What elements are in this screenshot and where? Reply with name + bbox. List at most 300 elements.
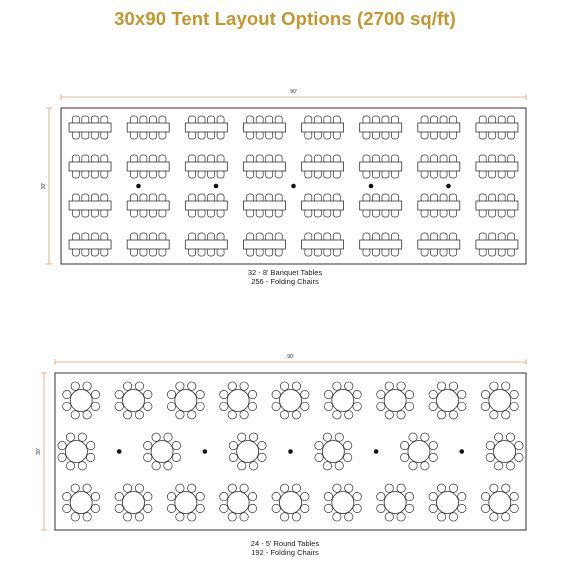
banquet-table: [476, 123, 518, 132]
folding-chair: [196, 492, 204, 500]
round-table-set: [486, 433, 523, 470]
folding-chair: [449, 382, 457, 390]
round-table: [175, 492, 197, 514]
folding-chair: [494, 462, 502, 470]
banquet-chair-count: 256 - Folding Chairs: [251, 277, 319, 286]
banquet-table-set: [69, 194, 111, 217]
round-table: [123, 492, 145, 514]
folding-chair: [272, 504, 280, 512]
round-table-set: [115, 484, 152, 521]
folding-chair: [167, 402, 175, 410]
round-table-set: [272, 382, 309, 419]
folding-chair: [490, 382, 498, 390]
round-table-set: [377, 484, 414, 521]
folding-chair: [353, 390, 361, 398]
folding-chair: [324, 492, 332, 500]
banquet-table: [127, 201, 169, 210]
folding-chair: [66, 433, 74, 441]
round-table: [322, 441, 344, 463]
folding-chair: [301, 492, 309, 500]
folding-chair: [345, 382, 353, 390]
banquet-caption: [0, 268, 570, 286]
tent-pole: [369, 184, 374, 189]
banquet-table-set: [127, 155, 169, 178]
banquet-table-set: [418, 155, 460, 178]
round-table-set: [63, 484, 100, 521]
folding-chair: [449, 513, 457, 521]
banquet-table-set: [360, 155, 402, 178]
tent-pole: [291, 184, 296, 189]
tent-pole: [374, 449, 379, 454]
banquet-table: [69, 201, 111, 210]
banquet-height-label: 30': [41, 182, 47, 190]
folding-chair: [272, 390, 280, 398]
folding-chair: [228, 382, 236, 390]
folding-chair: [63, 402, 71, 410]
banquet-table-set: [185, 116, 227, 139]
tent-pole: [203, 449, 208, 454]
folding-chair: [405, 504, 413, 512]
banquet-table-set: [243, 233, 285, 256]
folding-chair: [176, 484, 184, 492]
folding-chair: [377, 390, 385, 398]
folding-chair: [144, 402, 152, 410]
folding-chair: [515, 441, 523, 449]
folding-chair: [490, 513, 498, 521]
folding-chair: [167, 492, 175, 500]
folding-chair: [63, 504, 71, 512]
banquet-table: [69, 123, 111, 132]
banquet-table: [360, 123, 402, 132]
banquet-table-set: [302, 194, 344, 217]
round-table: [332, 389, 354, 411]
folding-chair: [144, 492, 152, 500]
banquet-table: [69, 240, 111, 249]
banquet-table: [302, 201, 344, 210]
round-table-set: [167, 382, 204, 419]
folding-chair: [248, 504, 256, 512]
tent-pole: [459, 449, 464, 454]
round-table: [227, 492, 249, 514]
folding-chair: [176, 513, 184, 521]
round-table-set: [400, 433, 437, 470]
folding-chair: [335, 462, 343, 470]
folding-chair: [272, 402, 280, 410]
banquet-table-set: [302, 116, 344, 139]
folding-chair: [486, 441, 494, 449]
folding-chair: [176, 382, 184, 390]
round-table: [280, 389, 302, 411]
folding-chair: [115, 492, 123, 500]
banquet-table: [476, 240, 518, 249]
folding-chair: [494, 433, 502, 441]
folding-chair: [458, 504, 466, 512]
folding-chair: [481, 492, 489, 500]
banquet-table: [302, 123, 344, 132]
folding-chair: [405, 492, 413, 500]
banquet-table-set: [185, 155, 227, 178]
folding-chair: [135, 382, 143, 390]
round-table: [65, 441, 87, 463]
folding-chair: [248, 402, 256, 410]
folding-chair: [280, 513, 288, 521]
folding-chair: [228, 484, 236, 492]
folding-chair: [515, 453, 523, 461]
folding-chair: [486, 453, 494, 461]
round-table: [494, 441, 516, 463]
folding-chair: [301, 504, 309, 512]
folding-chair: [249, 433, 257, 441]
banquet-table: [418, 162, 460, 171]
banquet-table: [243, 162, 285, 171]
banquet-table: [302, 240, 344, 249]
banquet-table-set: [476, 233, 518, 256]
round-table-set: [272, 484, 309, 521]
folding-chair: [164, 462, 172, 470]
folding-chair: [292, 382, 300, 390]
round-table-set: [229, 433, 266, 470]
folding-chair: [164, 433, 172, 441]
folding-chair: [324, 390, 332, 398]
folding-chair: [167, 390, 175, 398]
folding-chair: [176, 411, 184, 419]
round-table: [489, 492, 511, 514]
folding-chair: [481, 402, 489, 410]
banquet-table: [360, 240, 402, 249]
folding-chair: [377, 492, 385, 500]
tent-pole: [117, 449, 122, 454]
banquet-table: [476, 162, 518, 171]
folding-chair: [490, 411, 498, 419]
folding-chair: [78, 462, 86, 470]
banquet-table-set: [476, 155, 518, 178]
folding-chair: [115, 402, 123, 410]
folding-chair: [343, 453, 351, 461]
folding-chair: [397, 513, 405, 521]
folding-chair: [91, 402, 99, 410]
folding-chair: [421, 433, 429, 441]
round-table: [70, 492, 92, 514]
folding-chair: [345, 484, 353, 492]
round-height-label: 30': [36, 448, 42, 455]
round-table-set: [144, 433, 181, 470]
banquet-table-count: 32 - 8' Banquet Tables: [247, 268, 323, 277]
banquet-table: [243, 123, 285, 132]
folding-chair: [144, 504, 152, 512]
round-table: [437, 492, 459, 514]
banquet-table-set: [302, 155, 344, 178]
folding-chair: [429, 492, 437, 500]
round-table: [227, 389, 249, 411]
folding-chair: [353, 492, 361, 500]
banquet-table: [185, 240, 227, 249]
banquet-table-set: [360, 194, 402, 217]
folding-chair: [83, 513, 91, 521]
round-table: [70, 389, 92, 411]
folding-chair: [220, 504, 228, 512]
folding-chair: [240, 513, 248, 521]
folding-chair: [172, 453, 180, 461]
banquet-table: [418, 201, 460, 210]
folding-chair: [123, 382, 131, 390]
banquet-table-set: [418, 116, 460, 139]
folding-chair: [188, 382, 196, 390]
folding-chair: [510, 504, 518, 512]
folding-chair: [280, 484, 288, 492]
folding-chair: [91, 504, 99, 512]
folding-chair: [449, 484, 457, 492]
folding-chair: [315, 453, 323, 461]
folding-chair: [292, 513, 300, 521]
round-table-set: [220, 484, 257, 521]
folding-chair: [502, 484, 510, 492]
round-table-set: [377, 382, 414, 419]
folding-chair: [220, 492, 228, 500]
folding-chair: [58, 441, 66, 449]
banquet-table: [418, 123, 460, 132]
folding-chair: [115, 504, 123, 512]
folding-chair: [71, 484, 79, 492]
banquet-table-set: [476, 116, 518, 139]
round-table-set: [429, 382, 466, 419]
folding-chair: [188, 513, 196, 521]
banquet-table: [418, 240, 460, 249]
round-width-label: 90': [287, 354, 294, 360]
folding-chair: [333, 382, 341, 390]
folding-chair: [135, 411, 143, 419]
round-table-set: [63, 382, 100, 419]
banquet-table-set: [69, 155, 111, 178]
banquet-table-set: [418, 194, 460, 217]
folding-chair: [458, 390, 466, 398]
banquet-table: [302, 162, 344, 171]
banquet-table: [360, 162, 402, 171]
folding-chair: [280, 411, 288, 419]
banquet-table: [243, 201, 285, 210]
round-table-set: [429, 484, 466, 521]
folding-chair: [429, 402, 437, 410]
folding-chair: [333, 411, 341, 419]
folding-chair: [353, 504, 361, 512]
banquet-table-set: [185, 233, 227, 256]
folding-chair: [238, 433, 246, 441]
folding-chair: [323, 433, 331, 441]
folding-chair: [437, 484, 445, 492]
folding-chair: [188, 484, 196, 492]
folding-chair: [315, 441, 323, 449]
folding-chair: [301, 390, 309, 398]
folding-chair: [324, 504, 332, 512]
folding-chair: [83, 382, 91, 390]
banquet-width-label: 90': [290, 89, 297, 95]
folding-chair: [258, 453, 266, 461]
round-table: [237, 441, 259, 463]
folding-chair: [58, 453, 66, 461]
folding-chair: [481, 390, 489, 398]
banquet-table: [360, 201, 402, 210]
folding-chair: [71, 382, 79, 390]
folding-chair: [490, 484, 498, 492]
folding-chair: [229, 441, 237, 449]
folding-chair: [71, 513, 79, 521]
round-table: [489, 389, 511, 411]
folding-chair: [196, 504, 204, 512]
round-chair-count: 192 - Folding Chairs: [251, 548, 319, 557]
folding-chair: [323, 462, 331, 470]
round-table: [280, 492, 302, 514]
folding-chair: [510, 492, 518, 500]
tent-pole: [136, 184, 141, 189]
folding-chair: [385, 382, 393, 390]
folding-chair: [63, 492, 71, 500]
folding-chair: [196, 402, 204, 410]
folding-chair: [220, 402, 228, 410]
round-table: [332, 492, 354, 514]
round-table-set: [324, 484, 361, 521]
round-table: [408, 441, 430, 463]
round-table: [151, 441, 173, 463]
folding-chair: [249, 462, 257, 470]
folding-chair: [397, 484, 405, 492]
folding-chair: [280, 382, 288, 390]
folding-chair: [301, 402, 309, 410]
folding-chair: [272, 492, 280, 500]
folding-chair: [228, 411, 236, 419]
folding-chair: [87, 441, 95, 449]
folding-chair: [123, 513, 131, 521]
folding-chair: [292, 411, 300, 419]
banquet-table-set: [418, 233, 460, 256]
round-table-set: [481, 484, 518, 521]
folding-chair: [345, 513, 353, 521]
folding-chair: [510, 402, 518, 410]
round-table-set: [324, 382, 361, 419]
folding-chair: [144, 441, 152, 449]
folding-chair: [115, 390, 123, 398]
folding-chair: [258, 441, 266, 449]
tent-pole: [214, 184, 219, 189]
folding-chair: [123, 411, 131, 419]
folding-chair: [123, 484, 131, 492]
folding-chair: [405, 390, 413, 398]
folding-chair: [172, 441, 180, 449]
folding-chair: [481, 504, 489, 512]
banquet-table-set: [127, 233, 169, 256]
folding-chair: [167, 504, 175, 512]
round-table-set: [220, 382, 257, 419]
round-table-set: [315, 433, 352, 470]
folding-chair: [228, 513, 236, 521]
folding-chair: [78, 433, 86, 441]
folding-chair: [240, 484, 248, 492]
round-caption: [0, 539, 570, 557]
folding-chair: [144, 453, 152, 461]
banquet-table-set: [69, 233, 111, 256]
folding-chair: [397, 411, 405, 419]
banquet-table-set: [243, 155, 285, 178]
folding-chair: [220, 390, 228, 398]
round-table: [123, 389, 145, 411]
folding-chair: [377, 402, 385, 410]
folding-chair: [333, 484, 341, 492]
banquet-table: [127, 240, 169, 249]
folding-chair: [240, 382, 248, 390]
folding-chair: [343, 441, 351, 449]
folding-chair: [400, 441, 408, 449]
banquet-table-set: [69, 116, 111, 139]
folding-chair: [248, 492, 256, 500]
folding-chair: [385, 411, 393, 419]
banquet-table-set: [243, 116, 285, 139]
round-table-set: [167, 484, 204, 521]
folding-chair: [400, 453, 408, 461]
folding-chair: [240, 411, 248, 419]
folding-chair: [449, 411, 457, 419]
folding-chair: [83, 411, 91, 419]
folding-chair: [429, 453, 437, 461]
folding-chair: [333, 513, 341, 521]
page-title: 30x90 Tent Layout Options (2700 sq/ft): [114, 8, 456, 29]
round-table-count: 24 - 5' Round Tables: [250, 539, 320, 548]
folding-chair: [506, 433, 514, 441]
folding-chair: [83, 484, 91, 492]
folding-chair: [458, 402, 466, 410]
folding-chair: [345, 411, 353, 419]
banquet-table: [185, 201, 227, 210]
round-table: [437, 389, 459, 411]
banquet-table-set: [360, 116, 402, 139]
folding-chair: [429, 441, 437, 449]
folding-chair: [229, 453, 237, 461]
folding-chair: [135, 484, 143, 492]
banquet-table-set: [127, 116, 169, 139]
folding-chair: [409, 433, 417, 441]
folding-chair: [409, 462, 417, 470]
folding-chair: [421, 462, 429, 470]
banquet-table: [185, 123, 227, 132]
folding-chair: [437, 382, 445, 390]
folding-chair: [510, 390, 518, 398]
folding-chair: [144, 390, 152, 398]
round-table-set: [58, 433, 95, 470]
folding-chair: [87, 453, 95, 461]
banquet-table: [69, 162, 111, 171]
tent-pole: [446, 184, 451, 189]
round-table: [384, 389, 406, 411]
banquet-table-set: [243, 194, 285, 217]
folding-chair: [188, 411, 196, 419]
folding-chair: [502, 382, 510, 390]
folding-chair: [458, 492, 466, 500]
folding-chair: [437, 411, 445, 419]
tent-pole: [288, 449, 293, 454]
folding-chair: [385, 513, 393, 521]
round-table-set: [115, 382, 152, 419]
folding-chair: [91, 492, 99, 500]
folding-chair: [429, 504, 437, 512]
folding-chair: [63, 390, 71, 398]
banquet-table-set: [360, 233, 402, 256]
folding-chair: [335, 433, 343, 441]
folding-chair: [91, 390, 99, 398]
folding-chair: [377, 504, 385, 512]
folding-chair: [385, 484, 393, 492]
folding-chair: [324, 402, 332, 410]
folding-chair: [437, 513, 445, 521]
folding-chair: [248, 390, 256, 398]
folding-chair: [66, 462, 74, 470]
folding-chair: [196, 390, 204, 398]
